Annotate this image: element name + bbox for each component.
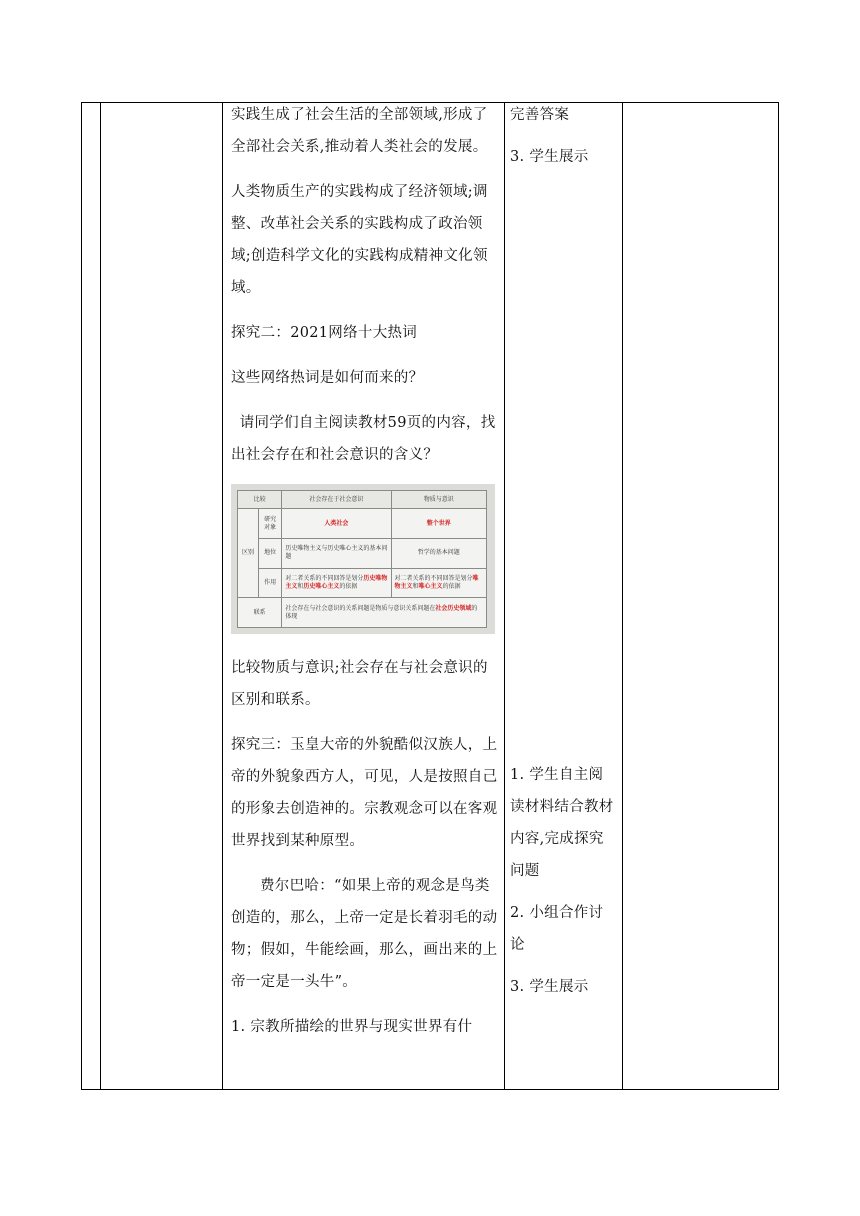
cmp-cell: 整个世界 bbox=[391, 509, 486, 539]
question-hotwords: 这些网络热词是如何而来的？ bbox=[231, 370, 424, 386]
column-divider bbox=[100, 103, 101, 1089]
inquiry-two-title: 探究二：2021网络十大热词 bbox=[231, 325, 418, 341]
paragraph-compare: 比较物质与意识;社会存在与社会意识的区别和联系。 bbox=[231, 660, 488, 708]
cmp-header-compare: 比较 bbox=[238, 491, 282, 509]
activity-complete-answer: 完善答案 bbox=[510, 107, 570, 123]
column-divider bbox=[504, 103, 505, 1089]
paragraph-practice: 实践生成了社会生活的全部领域,形成了全部社会关系,推动着人类社会的发展。 bbox=[231, 107, 488, 155]
student-activity-cell bbox=[510, 759, 618, 1013]
cmp-cell: 社会存在与社会意识的关系问题是物质与意识关系问题在社会历史领域的体现 bbox=[282, 598, 487, 628]
cmp-header-matter: 物质与意识 bbox=[391, 491, 486, 509]
activity-show: 3. 学生展示 bbox=[510, 979, 589, 995]
column-divider bbox=[222, 103, 223, 1089]
cmp-header-social: 社会存在于社会意识 bbox=[282, 491, 391, 509]
question-religion: 1. 宗教所描绘的世界与现实世界有什 bbox=[231, 1019, 473, 1035]
cmp-row-label: 研究对象 bbox=[259, 509, 282, 539]
activity-self-read: 1. 学生自主阅读材料结合教材内容,完成探究问题 bbox=[510, 767, 614, 879]
reading-task: 请同学们自主阅读教材59页的内容，找出社会存在和社会意识的含义？ bbox=[231, 415, 496, 463]
cmp-row-label: 作用 bbox=[259, 568, 282, 598]
lesson-table bbox=[81, 102, 779, 1090]
paragraph-fields: 人类物质生产的实践构成了经济领域;调整、改革社会关系的实践构成了政治领域;创造科学文化的实践构成精神文化领域。 bbox=[231, 184, 488, 296]
teaching-content-cell bbox=[231, 99, 501, 1056]
feuerbach-quote: 费尔巴哈：“如果上帝的观念是鸟类创造的，那么，上帝一定是长着羽毛的动物；假如，牛能绘画，那么，画出来的上帝一定是一头牛”。 bbox=[231, 878, 498, 990]
cmp-cell: 人类社会 bbox=[282, 509, 391, 539]
activity-group-discuss: 2. 小组合作讨论 bbox=[510, 905, 604, 953]
cmp-cell: 对二者关系的不同回答是划分唯物主义和唯心主义的依据 bbox=[391, 568, 486, 598]
cmp-row-label: 地位 bbox=[259, 539, 282, 569]
cmp-cell: 对二者关系的不同回答是划分历史唯物主义和历史唯心主义的依据 bbox=[282, 568, 391, 598]
inquiry-three-text: 探究三：玉皇大帝的外貌酷似汉族人，上帝的外貌象西方人，可见，人是按照自己的形象去创造神的。宗教观念可以在客观世界找到某种原型。 bbox=[231, 737, 498, 849]
student-activity-cell bbox=[510, 99, 618, 183]
cmp-side-label: 区别 bbox=[238, 509, 259, 598]
cmp-cell: 哲学的基本问题 bbox=[391, 539, 486, 569]
comparison-table-image bbox=[231, 484, 495, 634]
activity-show: 3. 学生展示 bbox=[510, 149, 589, 165]
column-divider bbox=[622, 103, 623, 1089]
cmp-cell: 历史唯物主义与历史唯心主义的基本问题 bbox=[282, 539, 391, 569]
cmp-row-label: 联系 bbox=[238, 598, 282, 628]
